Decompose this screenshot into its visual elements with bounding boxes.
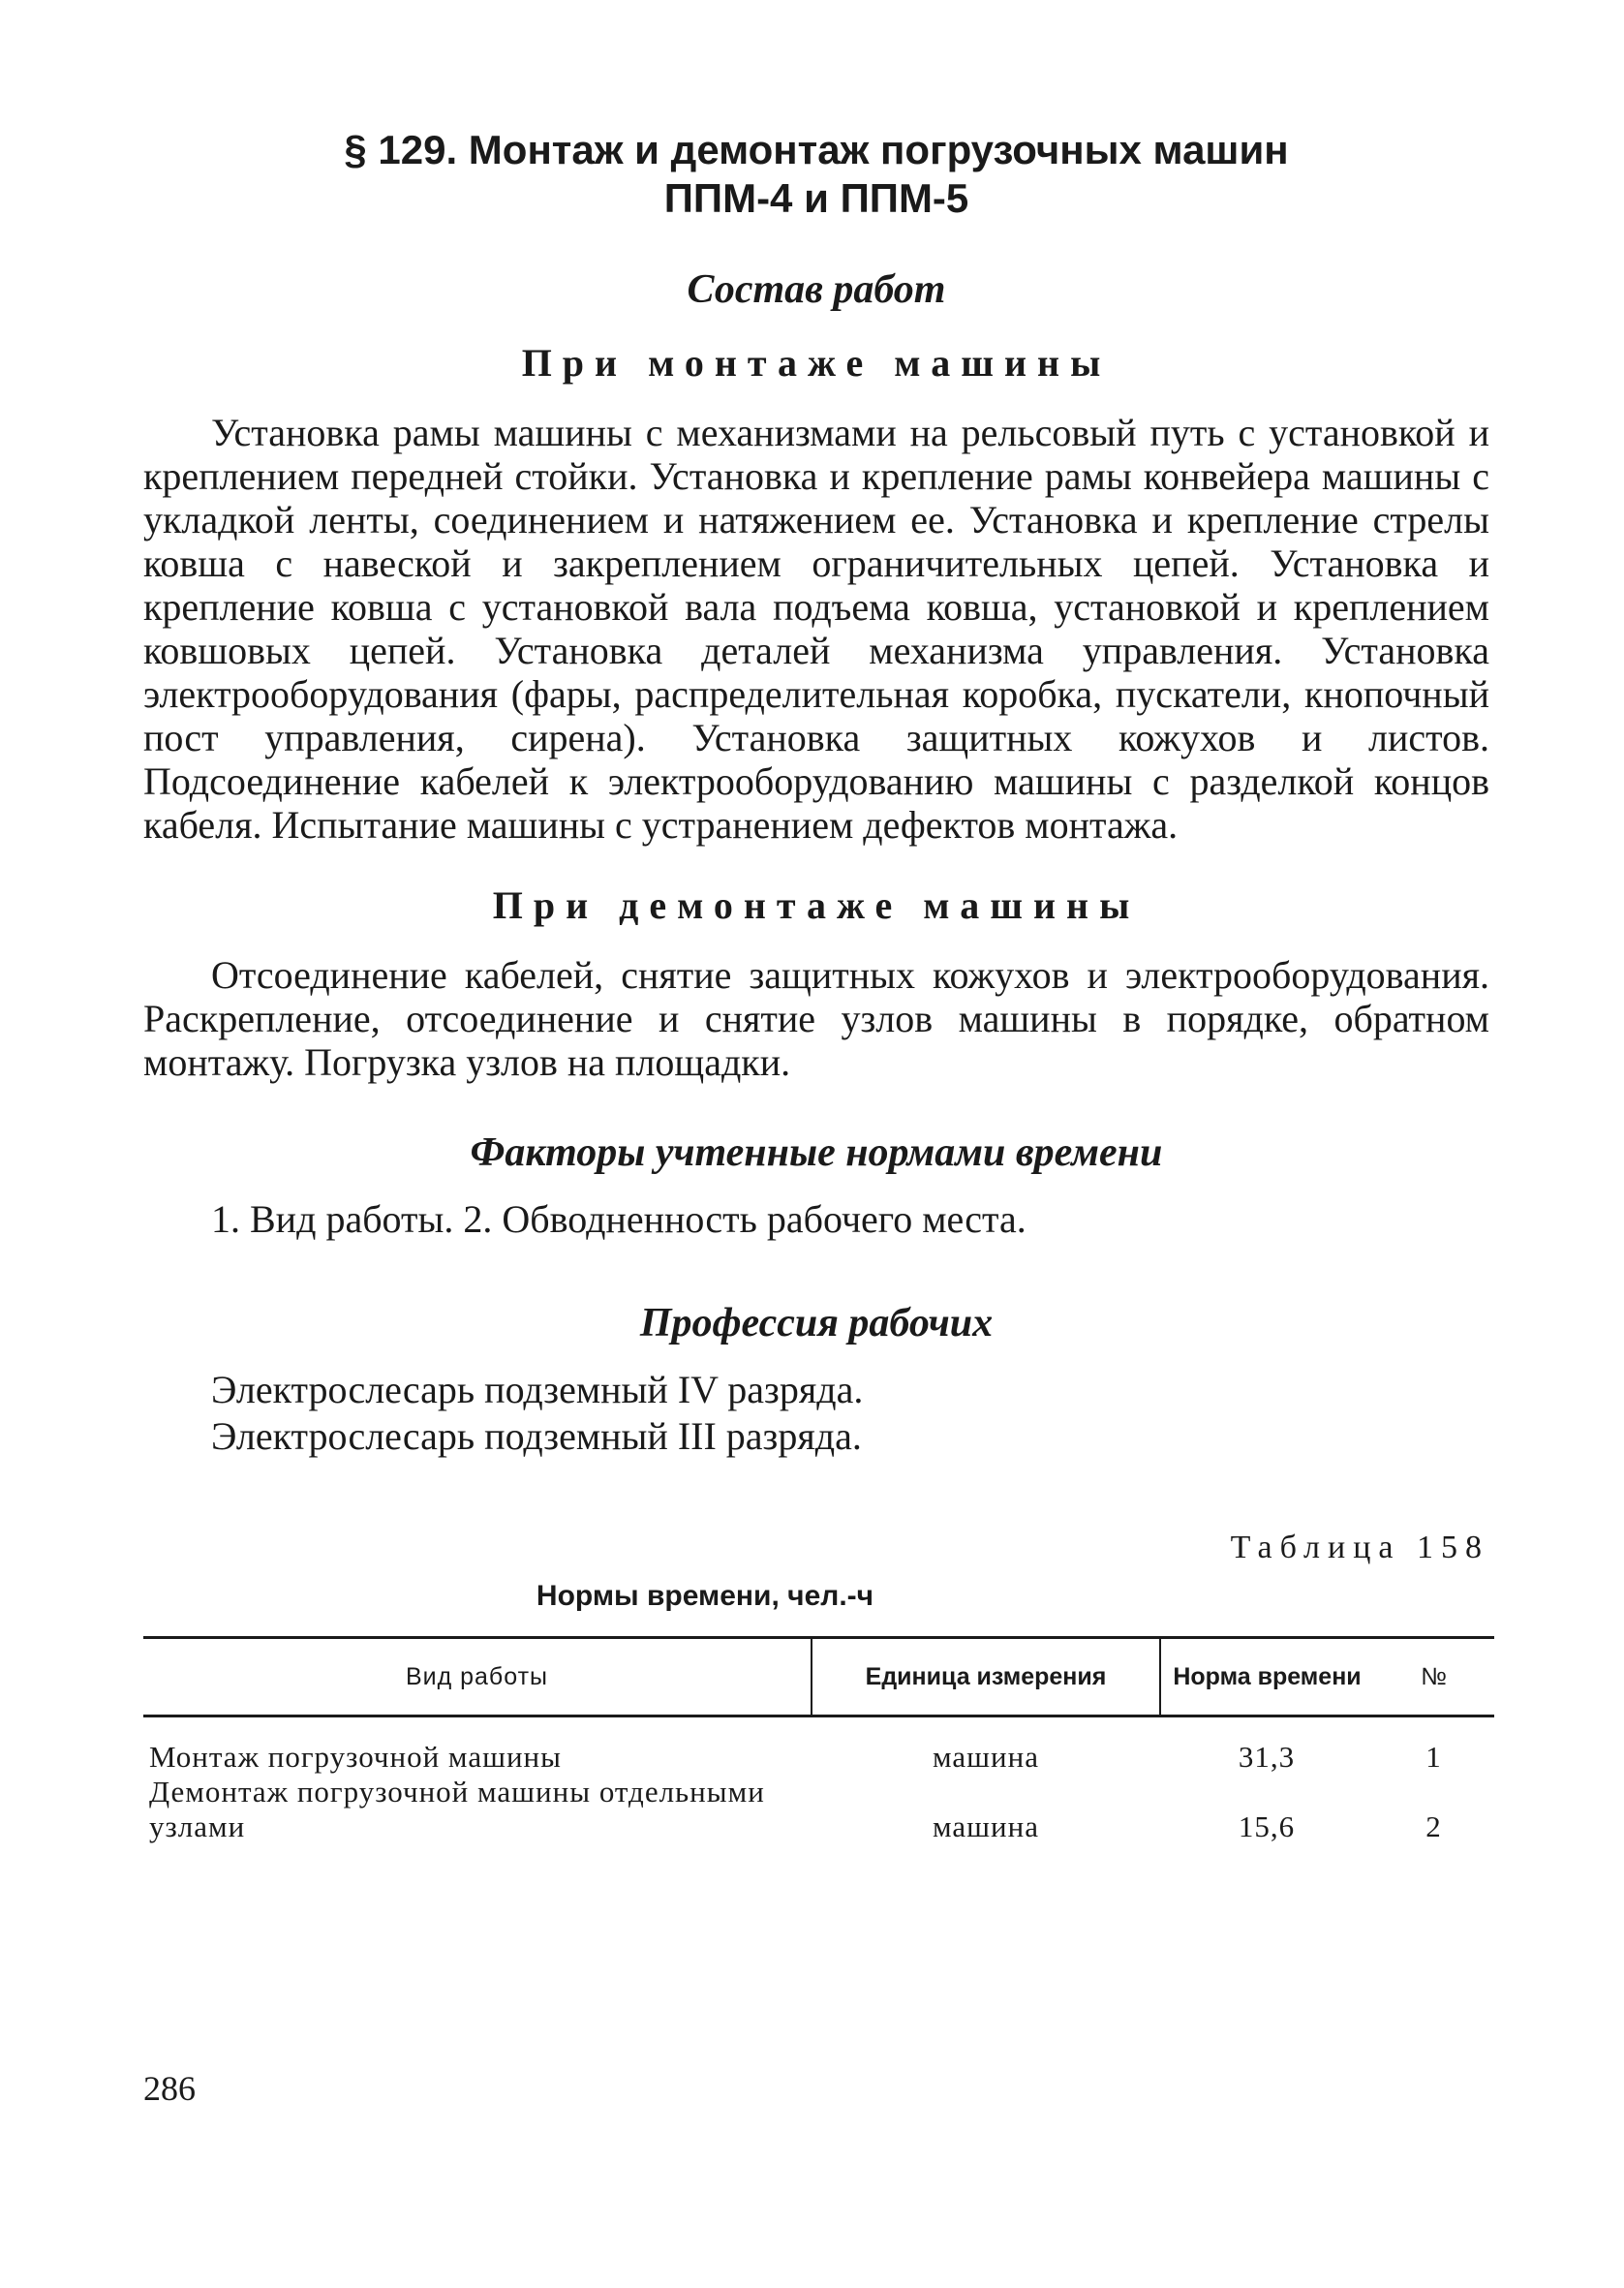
- section-title-line-1: § 129. Монтаж и демонтаж погрузочных машин: [344, 127, 1289, 172]
- table-caption: Таблица 158: [1230, 1530, 1489, 1565]
- row-work: Монтаж погрузочной машины: [149, 1739, 562, 1774]
- mounting-heading: При монтаже машины: [521, 341, 1112, 385]
- row-norm: 15,6: [1238, 1809, 1296, 1843]
- table-header-row: [143, 1638, 1494, 1716]
- row-unit: машина: [933, 1809, 1039, 1843]
- row-num: 2: [1425, 1809, 1442, 1843]
- row-unit: машина: [933, 1739, 1039, 1774]
- section-title: [143, 126, 1489, 223]
- workers-list: [143, 1367, 1489, 1460]
- table-row: [143, 1775, 1494, 1844]
- table-title: Нормы времени, чел.-ч: [536, 1580, 874, 1612]
- dismounting-heading: При демонтаже машины: [492, 883, 1141, 927]
- row-num: 1: [1425, 1739, 1442, 1774]
- header-norm: Норма времени: [1160, 1638, 1373, 1716]
- section-title-line-2: ППМ-4 и ППМ-5: [663, 175, 969, 221]
- factors-text: 1. Вид работы. 2. Обводненность рабочего места.: [211, 1197, 1026, 1241]
- worker-item: Электрослесарь подземный IV разряда.: [211, 1368, 864, 1411]
- factors-heading: Факторы учтенные нормами времени: [470, 1130, 1163, 1175]
- norms-table: [143, 1636, 1494, 1844]
- header-num: №: [1373, 1638, 1494, 1716]
- page-number: 286: [143, 2069, 196, 2108]
- table-row: [143, 1716, 1494, 1775]
- dismounting-text: Отсоединение кабелей, снятие защитных кожухов и электрооборудования. Раскрепление, отсоединение и снятие узлов машины в порядке, обратном монтажу. Погрузка узлов на площадки.: [143, 953, 1489, 1084]
- mounting-text: Установка рамы машины с механизмами на рельсовый путь с установкой и креплением передней стойки. Установка и крепление рамы конвейера машины с укладкой ленты, соединением и натяжением ее. Установка и крепление стрелы ковша с навеской и закреплением ограничительных цепей. Установка и крепление ковша с установкой вала подъема ковша, установкой и креплением ковшовых цепей. Установка деталей механизма управления. Установка электрооборудования (фары, распределительная коробка, пускатели, кнопочный пост управления, сирена). Установка защитных кожухов и листов. Подсоединение кабелей к электрооборудованию машины с разделкой концов кабеля. Испытание машины с устранением дефектов монтажа.: [143, 411, 1489, 847]
- document-page: [143, 126, 1489, 1844]
- work-composition-heading: Состав работ: [687, 267, 946, 312]
- row-work: Демонтаж погрузочной машины отдельными узлами: [149, 1774, 765, 1843]
- header-work: Вид работы: [143, 1638, 812, 1716]
- worker-item: Электрослесарь подземный III разряда.: [211, 1414, 862, 1458]
- header-unit: Единица измерения: [812, 1638, 1160, 1716]
- row-norm: 31,3: [1238, 1739, 1296, 1774]
- workers-heading: Профессия рабочих: [639, 1301, 994, 1345]
